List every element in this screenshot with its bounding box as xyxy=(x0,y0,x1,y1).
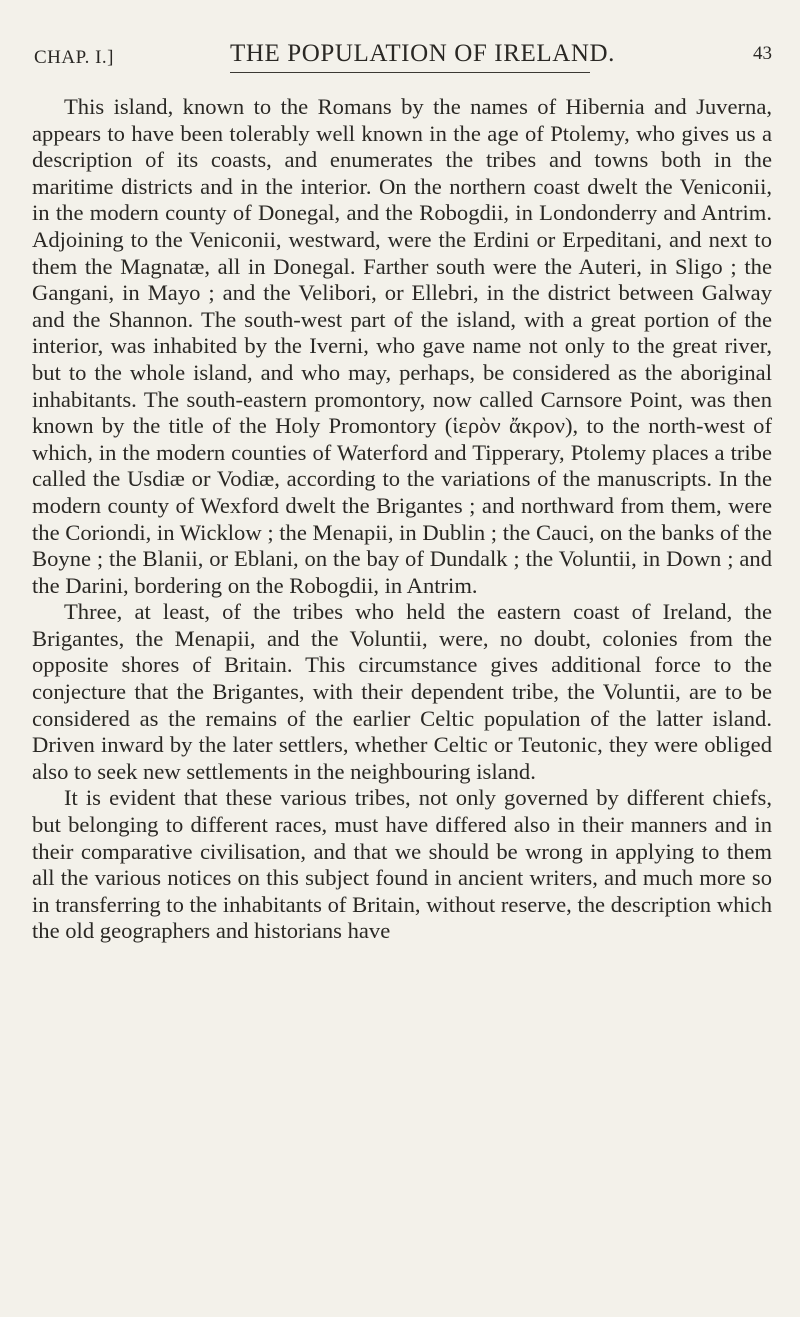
chapter-label: CHAP. I.] xyxy=(34,47,114,68)
running-title: THE POPULATION OF IRELAND. xyxy=(230,40,616,67)
body-text xyxy=(32,94,772,945)
paragraph: Three, at least, of the tribes who held the eastern coast of Ireland, the Brigantes, the Menapii, and the Voluntii, were, no doubt, colonies from the opposite shores of Britain. This circumstance gives additional force to the conjecture that the Brigantes, with their dependent tribe, the Voluntii, are to be considered as the remains of the earlier Celtic population of the latter island. Driven inward by the later settlers, whether Celtic or Teutonic, they were obliged also to seek new settlements in the neighbouring island. xyxy=(32,599,772,784)
paragraph: This island, known to the Romans by the names of Hibernia and Juverna, appears to have been tolerably well known in the age of Ptolemy, who gives us a description of its coasts, and enumerates the tribes and towns both in the maritime districts and in the interior. On the northern coast dwelt the Veniconii, in the modern county of Donegal, and the Robogdii, in Londonderry and Antrim. Adjoining to the Veniconii, westward, were the Erdini or Erpeditani, and next to them the Magnatæ, all in Donegal. Farther south were the Auteri, in Sligo ; the Gangani, in Mayo ; and the Velibori, or Ellebri, in the district between Galway and the Shannon. The south-west part of the island, with a great portion of the interior, was inhabited by the Iverni, who gave name not only to the great river, but to the whole island, and who may, perhaps, be considered as the aboriginal inhabitants. The south-eastern promontory, now called Carnsore Point, was then known by the title of the Holy Promontory (ἱερὸν ἄκρον), to the north-west of which, in the modern counties of Waterford and Tipperary, Ptolemy places a tribe called the Usdiæ or Vodiæ, according to the variations of the manuscripts. In the modern county of Wexford dwelt the Brigantes ; and northward from them, were the Coriondi, in Wicklow ; the Menapii, in Dublin ; the Cauci, on the banks of the Boyne ; the Blanii, or Eblani, on the bay of Dundalk ; the Voluntii, in Down ; and the Darini, bordering on the Robogdii, in Antrim. xyxy=(32,94,772,598)
running-header xyxy=(34,40,772,70)
paragraph: It is evident that these various tribes, not only governed by different chiefs, but belonging to different races, must have differed also in their manners and in their comparative civilisation, and that we should be wrong in applying to them all the various notices on this subject found in ancient writers, and much more so in transferring to the inhabitants of Britain, without reserve, the description which the old geographers and historians have xyxy=(32,785,772,944)
page-number: 43 xyxy=(753,43,772,64)
header-rule xyxy=(230,72,590,73)
